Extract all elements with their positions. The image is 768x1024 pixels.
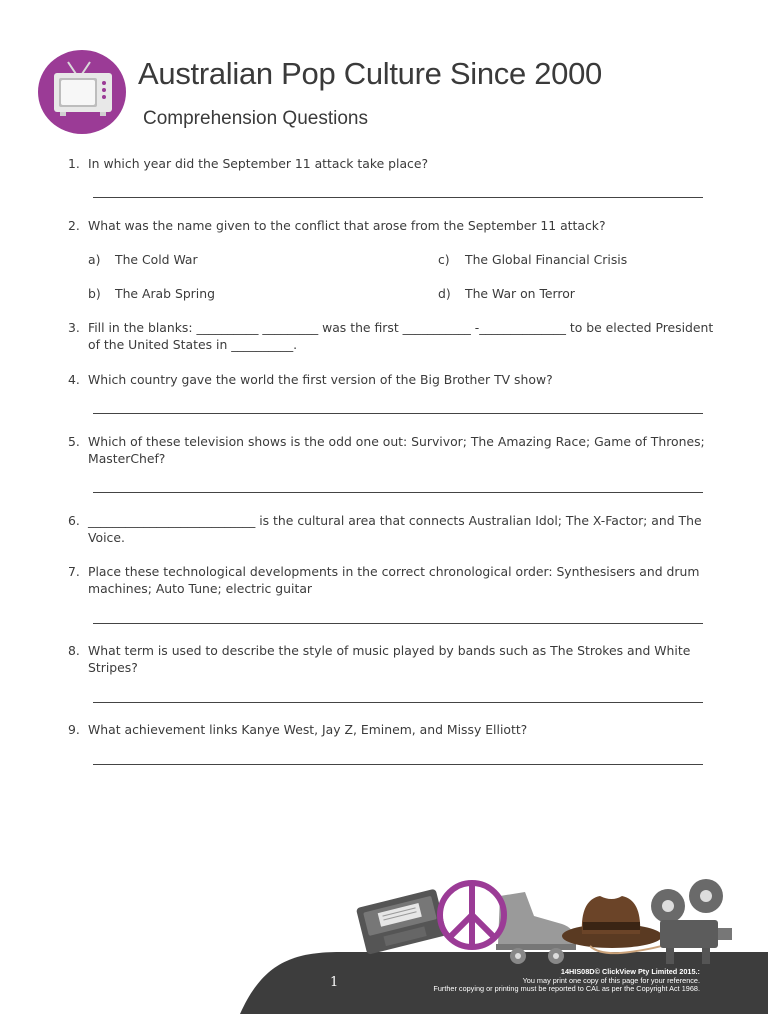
- copyright-line-1: 14HIS08D© ClickView Pty Limited 2015.:: [560, 967, 700, 976]
- answer-line-8[interactable]: [93, 702, 703, 703]
- question-number: 8.: [68, 643, 80, 658]
- question-text: ___________________________ is the cultural area that connects Australian Idol; The X-Factor; and The Voice.: [88, 513, 702, 545]
- page-subtitle: Comprehension Questions: [143, 108, 368, 129]
- option-label: The Cold War: [115, 252, 198, 267]
- option-label: The Global Financial Crisis: [465, 252, 628, 267]
- question-number: 7.: [68, 564, 80, 579]
- page-title: Australian Pop Culture Since 2000: [138, 56, 603, 91]
- option-b[interactable]: [88, 285, 215, 302]
- copyright-line-3: Further copying or printing must be reported to CAL as per the Copyright Act 1968.: [433, 984, 700, 994]
- answer-line-7[interactable]: [93, 623, 703, 624]
- question-text: Which of these television shows is the odd one out: Survivor; The Amazing Race; Game of Thrones; MasterChef?: [88, 434, 705, 466]
- question-number: 4.: [68, 372, 80, 387]
- copyright-notice: [433, 968, 700, 994]
- answer-line-4[interactable]: [93, 413, 703, 414]
- answer-line-1[interactable]: [93, 197, 703, 198]
- peace-sign-icon: [440, 883, 504, 947]
- question-number: 9.: [68, 722, 80, 737]
- copyright-line-2: You may print one copy of this page for your reference.: [522, 975, 700, 985]
- option-letter: b): [88, 286, 101, 301]
- question-text: What was the name given to the conflict that arose from the September 11 attack?: [88, 218, 606, 233]
- footer-banner: [0, 870, 768, 1024]
- question-number: 3.: [68, 320, 80, 335]
- question-number: 6.: [68, 513, 80, 528]
- question-number: 1.: [68, 156, 80, 171]
- option-c[interactable]: [438, 251, 627, 268]
- option-letter: d): [438, 286, 451, 301]
- question-text: Which country gave the world the first version of the Big Brother TV show?: [88, 372, 553, 387]
- answer-line-5[interactable]: [93, 492, 703, 493]
- answer-line-9[interactable]: [93, 764, 703, 765]
- question-text: What term is used to describe the style of music played by bands such as The Strokes and White Stripes?: [88, 643, 691, 675]
- cassette-tape-icon: [356, 888, 447, 954]
- option-a[interactable]: [88, 251, 198, 268]
- question-text: Place these technological developments in the correct chronological order: Synthesisers and drum machines; Auto Tune; electric guitar: [88, 564, 700, 596]
- option-label: The Arab Spring: [115, 286, 215, 301]
- tv-icon: [38, 50, 126, 134]
- option-letter: c): [438, 252, 450, 267]
- page-number: 1: [330, 975, 339, 990]
- question-number: 2.: [68, 218, 80, 233]
- option-d[interactable]: [438, 285, 575, 302]
- film-projector-icon: [651, 879, 732, 964]
- option-letter: a): [88, 252, 101, 267]
- question-text: Fill in the blanks: __________ _________ was the first ___________ -______________ to be elected President of the United States in __________.: [88, 320, 714, 352]
- option-label: The War on Terror: [465, 286, 575, 301]
- question-text: In which year did the September 11 attack take place?: [88, 156, 429, 171]
- question-text: What achievement links Kanye West, Jay Z, Eminem, and Missy Elliott?: [88, 722, 528, 737]
- question-number: 5.: [68, 434, 80, 449]
